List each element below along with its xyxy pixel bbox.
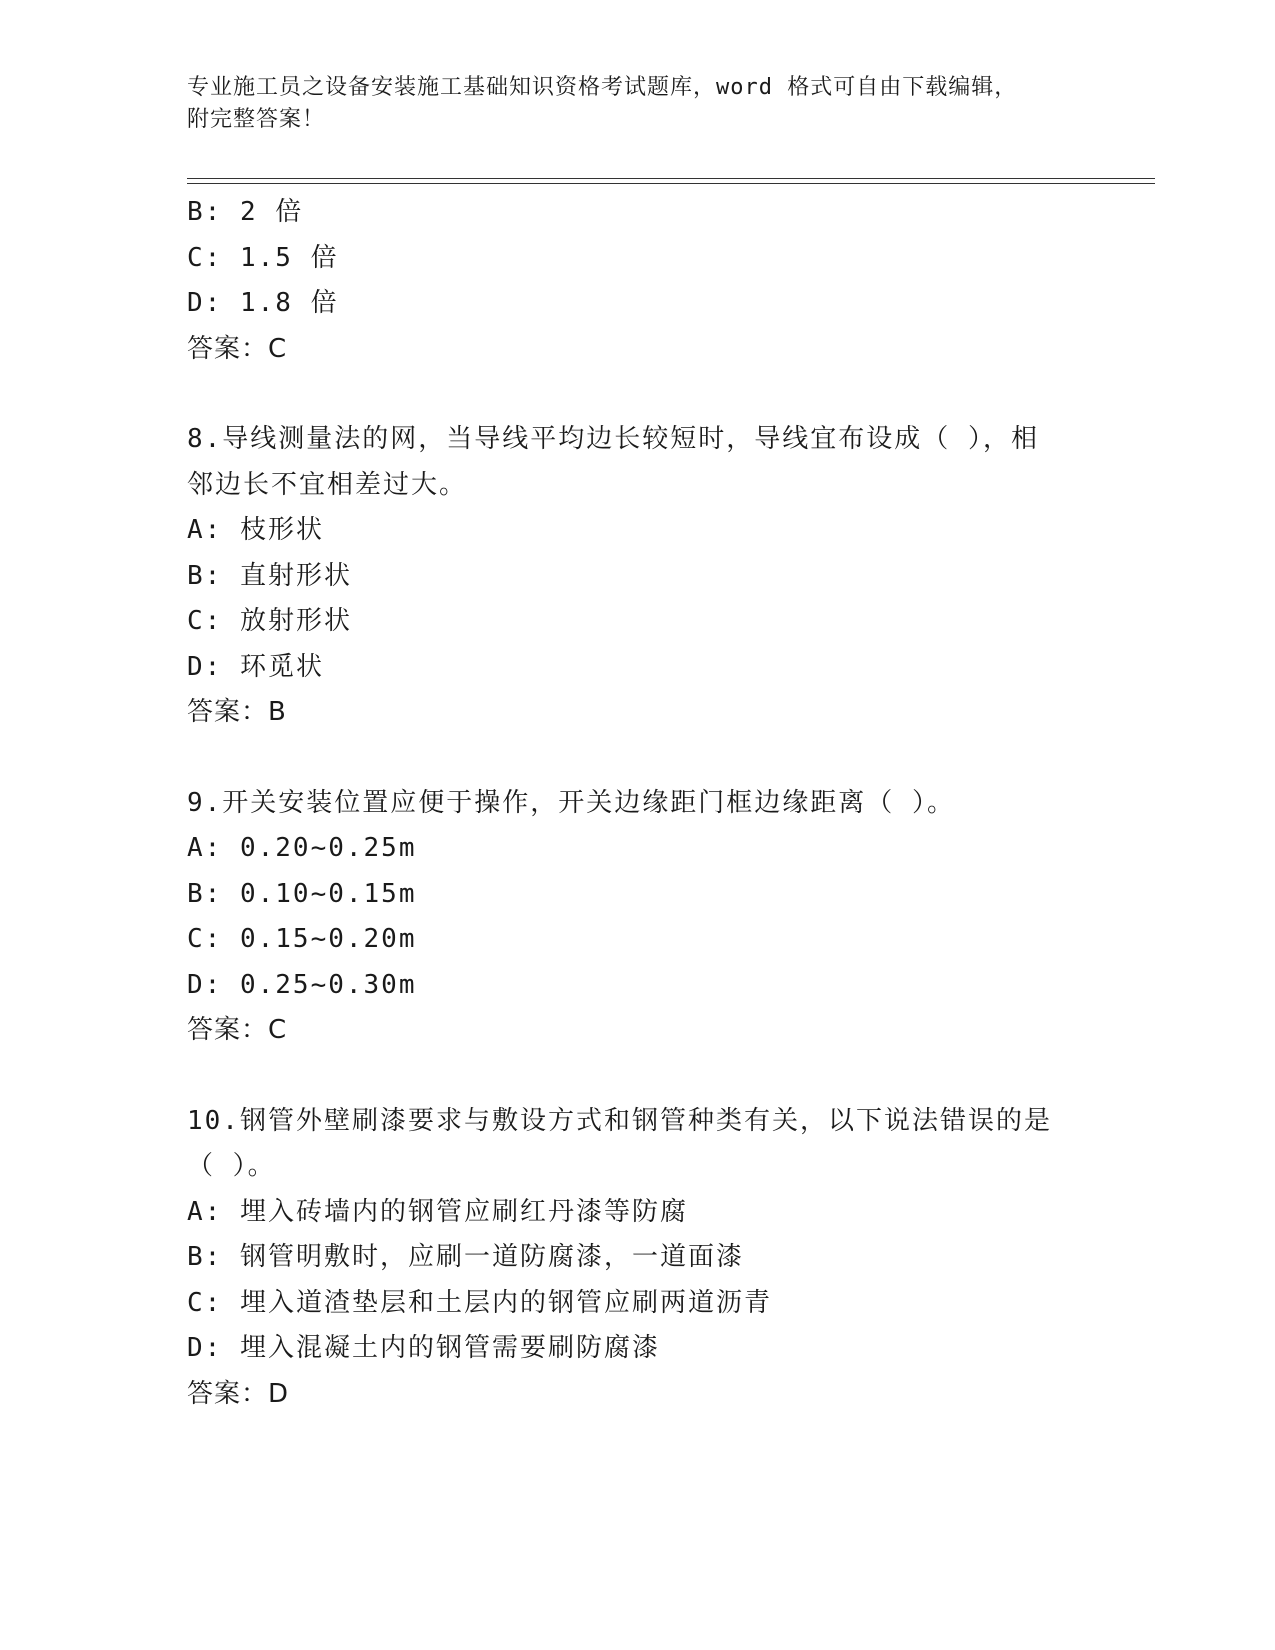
question-block — [187, 1099, 1087, 1418]
option-d: D: 埋入混凝土内的钢管需要刷防腐漆 — [187, 1333, 660, 1363]
option-c: C: 埋入道渣垫层和土层内的钢管应刷两道沥青 — [187, 1287, 772, 1318]
option-a: A: 枝形状 — [187, 515, 324, 545]
option-d: D: 环觅状 — [187, 651, 324, 682]
answer-text: 答案：B — [187, 697, 287, 727]
option-a: A: 埋入砖墙内的钢管应刷红丹漆等防腐 — [187, 1196, 688, 1227]
question-stem-line-1: 8.导线测量法的网，当导线平均边长较短时，导线宜布设成（ ），相 — [187, 424, 1039, 454]
option-b: B: 钢管明敷时，应刷一道防腐漆，一道面漆 — [187, 1242, 744, 1272]
answer-text: 答案：C — [187, 333, 288, 364]
question-block — [187, 417, 1087, 736]
header-line-2: 附完整答案！ — [187, 107, 326, 132]
question-stem-line-1: 10.钢管外壁刷漆要求与敷设方式和钢管种类有关，以下说法错误的是 — [187, 1105, 1052, 1136]
option-b: B: 0.10~0.15m — [187, 878, 417, 909]
question-stem-line-2: 邻边长不宜相差过大。 — [187, 469, 468, 500]
document-header — [187, 72, 1087, 136]
question-stem-line-1: 9.开关安装位置应便于操作，开关边缘距门框边缘距离（ ）。 — [187, 787, 955, 818]
header-line-1: 专业施工员之设备安装施工基础知识资格考试题库，word 格式可自由下载编辑， — [187, 75, 1018, 100]
answer-text: 答案：C — [187, 1015, 288, 1045]
question-list — [187, 190, 1087, 1417]
spacer — [187, 372, 1087, 417]
question-stem-line-2: （ ）。 — [187, 1151, 276, 1181]
option-d: D: 1.8 倍 — [187, 288, 339, 318]
option-a: A: 0.20~0.25m — [187, 833, 417, 863]
spacer — [187, 1054, 1087, 1099]
question-block — [187, 781, 1087, 1054]
option-c: C: 1.5 倍 — [187, 242, 339, 273]
answer-text: 答案：D — [187, 1378, 290, 1409]
header-divider-top — [187, 178, 1155, 179]
header-divider-bottom — [187, 183, 1155, 184]
question-block — [187, 190, 1087, 372]
option-c: C: 放射形状 — [187, 606, 352, 636]
option-d: D: 0.25~0.30m — [187, 969, 417, 1000]
option-c: C: 0.15~0.20m — [187, 924, 417, 954]
option-b: B: 2 倍 — [187, 197, 304, 227]
spacer — [187, 736, 1087, 781]
option-b: B: 直射形状 — [187, 560, 352, 591]
